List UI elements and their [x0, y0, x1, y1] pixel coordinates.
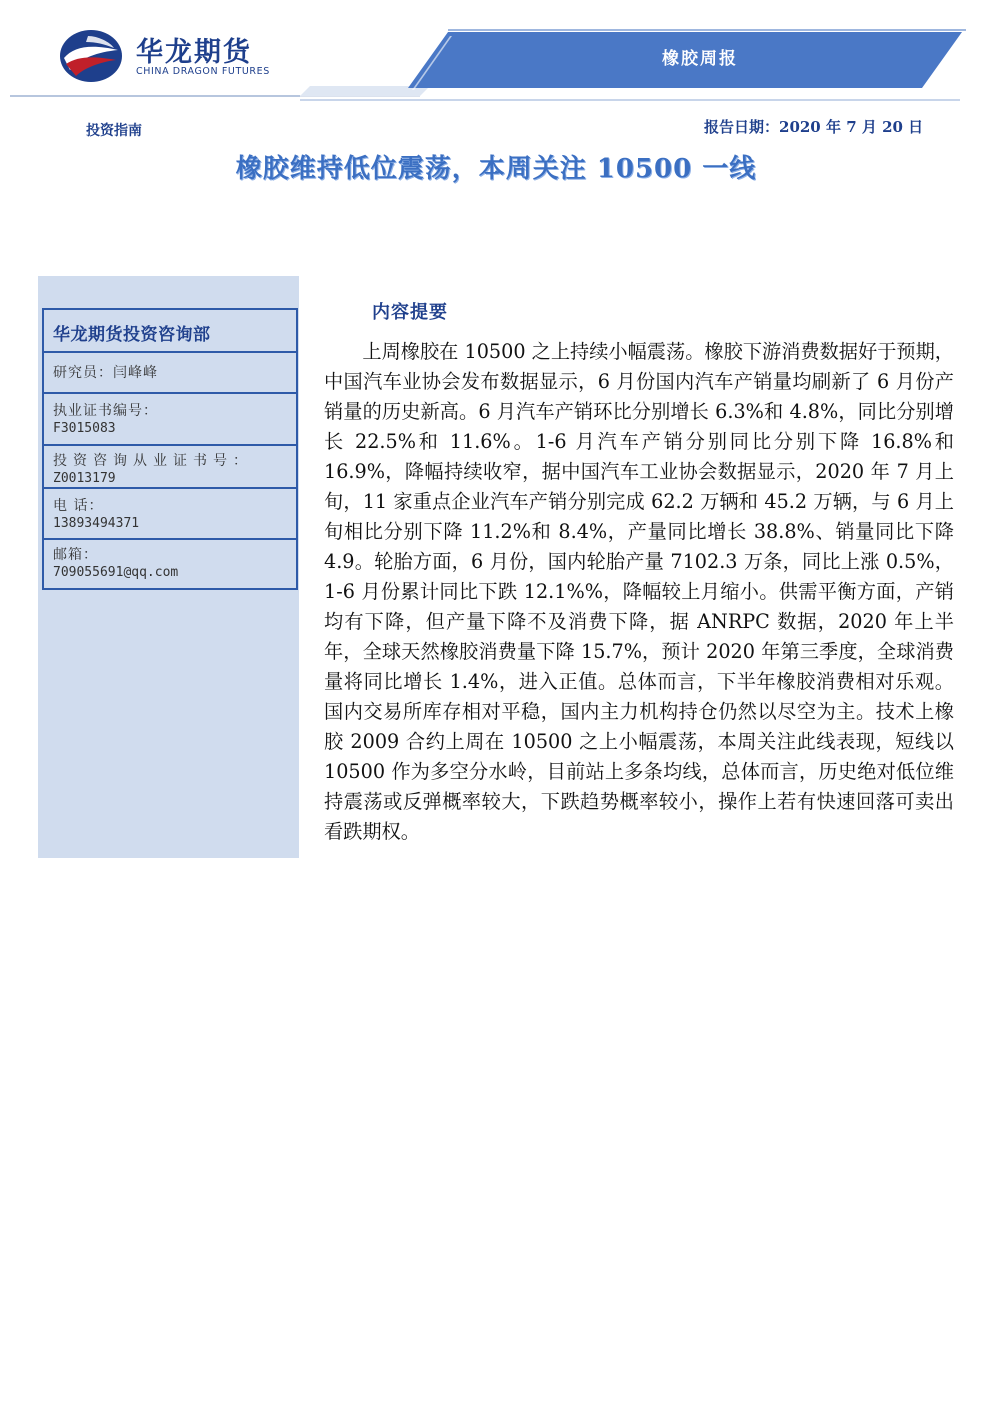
report-category: 投资指南 — [86, 123, 142, 139]
company-name-en: CHINA DRAGON FUTURES — [136, 66, 270, 77]
researcher-row — [44, 353, 296, 394]
report-type-label: 橡胶周报 — [662, 49, 738, 69]
department-row — [44, 310, 296, 353]
report-date: 报告日期：2020 年 7 月 20 日 — [704, 118, 924, 136]
phone-row — [44, 489, 296, 540]
email-value[interactable]: 709055691@qq.com — [53, 565, 179, 580]
license-row — [44, 394, 296, 446]
company-name-cn: 华龙期货 — [136, 37, 252, 68]
phone-label: 电 话： — [53, 498, 104, 514]
consult-license-row — [44, 446, 296, 489]
email-row — [44, 540, 296, 590]
summary-body: 上周橡胶在 10500 之上持续小幅震荡。橡胶下游消费数据好于预期，中国汽车业协会发布数据显示，6 月份国内汽车产销量均刷新了 6 月份产销量的历史新高。6 月汽车产销环比分别增长 6.3%和 4.8%，同比分别增长 22.5%和 11.6%。1-6 月汽车产销分别同比分别下降 16.8%和 16.9%，降幅持续收窄，据中国汽车工业协会数据显示，2020 年 7 月上旬，11 家重点企业汽车产销分别完成 62.2 万辆和 45.2 万辆，与 6 月上旬相比分别下降 11.2%和 8.4%，产量同比增长 38.8%、销量同比下降 4.9。轮胎方面，6 月份，国内轮胎产量 7102.3 万条，同比上涨 0.5%，1-6 月份累计同比下跌 12.1%%，降幅较上月缩小。供需平衡方面，产销均有下降，但产量下降不及消费下降，据 ANRPC 数据，2020 年上半年，全球天然橡胶消费量下降 15.7%，预计 2020 年第三季度，全球消费量将同比增长 1.4%，进入正值。总体而言，下半年橡胶消费相对乐观。国内交易所库存相对平稳，国内主力机构持仓仍然以尽空为主。技术上橡胶 2009 合约上周在 10500 之上小幅震荡，本周关注此线表现，短线以 10500 作为多空分水岭，目前站上多条均线，总体而言，历史绝对低位维持震荡或反弹概率较大，下跌趋势概率较小，操作上若有快速回落可卖出看跌期权。 — [324, 340, 954, 843]
phone-value: 13893494371 — [53, 516, 140, 531]
consult-license-value: Z0013179 — [53, 471, 116, 486]
email-label: 邮箱： — [53, 547, 98, 563]
license-value: F3015083 — [53, 421, 116, 436]
researcher-name: 研究员：闫峰峰 — [53, 365, 158, 381]
page-title: 橡胶维持低位震荡，本周关注 10500 一线 — [235, 154, 757, 184]
summary-heading: 内容提要 — [372, 302, 448, 323]
department-name: 华龙期货投资咨询部 — [53, 325, 211, 345]
company-logo-icon — [58, 28, 124, 84]
consult-license-label: 投资咨询从业证书号： — [53, 453, 253, 469]
license-label: 执业证书编号： — [53, 403, 158, 419]
analyst-info-box — [42, 308, 298, 590]
